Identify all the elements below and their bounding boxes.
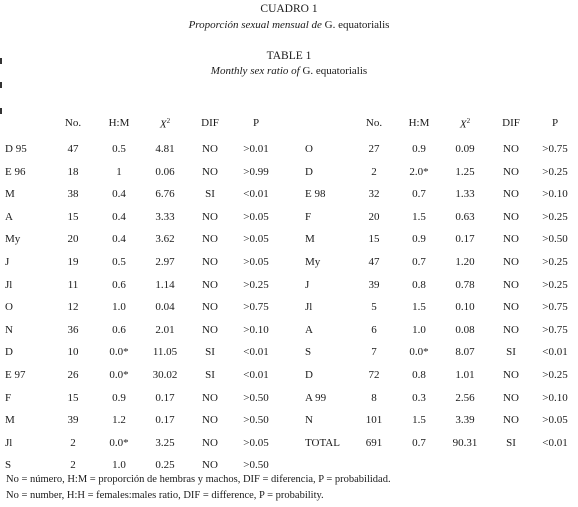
cell-hm-right: 1.5 bbox=[412, 210, 426, 223]
cell-mon-right: S bbox=[305, 346, 312, 359]
cell-mon-left: Jl bbox=[5, 436, 13, 449]
cell-mon-right: F bbox=[305, 210, 312, 223]
cell-hm-right: 0.8 bbox=[412, 369, 426, 381]
cell-p-right: <0.01 bbox=[542, 436, 568, 449]
cell-hm-left: 1.0 bbox=[112, 459, 126, 472]
header-x2-base: X bbox=[159, 118, 167, 131]
cell-mon-left: O bbox=[5, 301, 13, 314]
cell-x2-left: 2.97 bbox=[155, 256, 175, 268]
header-p-left: P bbox=[252, 117, 260, 129]
cell-x2-left: 3.33 bbox=[155, 210, 175, 223]
cell-hm-left: 0.5 bbox=[112, 256, 126, 268]
header-dif-right: DIF bbox=[502, 117, 520, 129]
cell-hm-right: 1.5 bbox=[412, 414, 426, 427]
cell-dif-left: NO bbox=[202, 459, 218, 472]
cell-mon-right: A 99 bbox=[305, 391, 327, 404]
cell-mon-right: A bbox=[305, 323, 313, 336]
cell-mon-right: E 98 bbox=[305, 188, 326, 201]
cell-x2-left: 3.62 bbox=[155, 233, 175, 246]
cell-hm-left: 0.0* bbox=[109, 346, 129, 359]
cell-dif-left: SI bbox=[205, 346, 215, 359]
cell-mon-left: S bbox=[5, 459, 12, 472]
cell-p-right: >0.25 bbox=[542, 210, 568, 223]
cell-p-left: <0.01 bbox=[243, 346, 269, 359]
cell-p-right: >0.25 bbox=[542, 256, 568, 268]
cell-no-left: 11 bbox=[67, 278, 79, 291]
cell-no-right: 101 bbox=[365, 414, 383, 427]
cell-p-right: >0.05 bbox=[542, 414, 568, 427]
cell-dif-left: NO bbox=[202, 210, 218, 223]
cell-x2-left: 0.25 bbox=[155, 459, 175, 472]
header-dif-left: DIF bbox=[201, 117, 219, 129]
cell-hm-right: 0.0* bbox=[409, 346, 429, 359]
cell-dif-right: NO bbox=[503, 391, 519, 404]
cell-no-right: 691 bbox=[365, 436, 383, 449]
cell-no-left: 39 bbox=[67, 414, 79, 427]
cell-no-right: 8 bbox=[371, 391, 377, 404]
scan-edge-mark bbox=[0, 82, 2, 88]
cell-no-right: 6 bbox=[371, 323, 377, 336]
cell-dif-right: SI bbox=[506, 436, 516, 449]
cell-dif-right: NO bbox=[503, 256, 519, 268]
caption-es-label: CUADRO 1 bbox=[260, 3, 318, 15]
cell-p-left: >0.50 bbox=[243, 414, 269, 427]
cell-p-left: >0.05 bbox=[243, 210, 269, 223]
cell-p-right: >0.75 bbox=[542, 143, 568, 155]
cell-dif-left: NO bbox=[202, 143, 218, 155]
cell-hm-left: 0.0* bbox=[109, 436, 129, 449]
cell-no-left: 2 bbox=[70, 436, 76, 449]
cell-dif-left: NO bbox=[202, 233, 218, 246]
cell-x2-right: 3.39 bbox=[455, 414, 475, 427]
cell-hm-right: 0.3 bbox=[412, 391, 426, 404]
caption-es-text bbox=[0, 19, 578, 31]
header-no-right: No. bbox=[365, 117, 383, 129]
cell-hm-right: 1.5 bbox=[412, 301, 426, 314]
cell-x2-left: 30.02 bbox=[152, 369, 178, 381]
cell-mon-left: E 97 bbox=[5, 369, 26, 381]
cell-x2-left: 3.25 bbox=[155, 436, 175, 449]
cell-hm-left: 0.4 bbox=[112, 188, 126, 201]
cell-dif-right: NO bbox=[503, 369, 519, 381]
cell-no-left: 15 bbox=[67, 391, 79, 404]
note-en: No = number, H:H = females:males ratio, DIF = difference, P = probability. bbox=[6, 490, 324, 501]
cell-dif-right: SI bbox=[506, 346, 516, 359]
cell-dif-left: NO bbox=[202, 391, 218, 404]
header-hm-right: H:M bbox=[408, 117, 430, 129]
cell-hm-right: 0.7 bbox=[412, 256, 426, 268]
caption-es-phrase: Proporción sexual mensual de bbox=[188, 19, 322, 31]
cell-mon-right: M bbox=[305, 233, 315, 246]
cell-mon-left: Jl bbox=[5, 278, 13, 291]
note-es: No = número, H:M = proporción de hembras y machos, DIF = diferencia, P = probabilidad. bbox=[6, 474, 391, 485]
cell-dif-left: NO bbox=[202, 323, 218, 336]
cell-x2-right: 0.63 bbox=[455, 210, 475, 223]
cell-no-right: 2 bbox=[371, 165, 377, 178]
header-no-left: No. bbox=[64, 117, 82, 129]
cell-mon-left: F bbox=[5, 391, 12, 404]
cell-no-left: 38 bbox=[67, 188, 79, 201]
cell-no-left: 12 bbox=[67, 301, 79, 314]
cell-p-left: >0.01 bbox=[243, 143, 269, 155]
cell-mon-left: E 96 bbox=[5, 165, 26, 178]
cell-p-left: <0.01 bbox=[243, 188, 269, 201]
cell-x2-left: 0.17 bbox=[155, 391, 175, 404]
cell-p-right: >0.75 bbox=[542, 323, 568, 336]
cell-mon-right: D bbox=[305, 369, 313, 381]
cell-p-left: >0.05 bbox=[243, 233, 269, 246]
header-x2-superscript: 2 bbox=[466, 117, 471, 125]
cell-mon-left: M bbox=[5, 188, 15, 201]
header-x2-superscript: 2 bbox=[166, 117, 171, 125]
cell-hm-right: 1.0 bbox=[412, 323, 426, 336]
cell-no-right: 47 bbox=[368, 256, 380, 268]
cell-mon-right: J bbox=[305, 278, 310, 291]
cell-dif-left: NO bbox=[202, 278, 218, 291]
cell-no-right: 39 bbox=[368, 278, 380, 291]
cell-mon-left: My bbox=[5, 233, 21, 246]
cell-hm-left: 0.6 bbox=[112, 278, 126, 291]
cell-no-left: 10 bbox=[67, 346, 79, 359]
cell-hm-right: 0.7 bbox=[412, 436, 426, 449]
header-p-right: P bbox=[551, 117, 559, 129]
cell-x2-left: 4.81 bbox=[155, 143, 175, 155]
cell-x2-right: 1.25 bbox=[455, 165, 475, 178]
cell-x2-right: 8.07 bbox=[455, 346, 475, 359]
cell-x2-right: 0.08 bbox=[455, 323, 475, 336]
cell-p-right: >0.10 bbox=[542, 391, 568, 404]
cell-p-right: <0.01 bbox=[542, 346, 568, 359]
cell-x2-left: 11.05 bbox=[152, 346, 178, 359]
cell-dif-left: NO bbox=[202, 436, 218, 449]
cell-x2-left: 1.14 bbox=[155, 278, 175, 291]
cell-p-left: <0.01 bbox=[243, 369, 269, 381]
cell-p-left: >0.50 bbox=[243, 391, 269, 404]
caption-es-species: G. equatorialis bbox=[324, 19, 390, 31]
cell-x2-right: 0.09 bbox=[455, 143, 475, 155]
cell-no-right: 72 bbox=[368, 369, 380, 381]
cell-dif-left: SI bbox=[205, 369, 215, 381]
cell-mon-right: D bbox=[305, 165, 313, 178]
cell-p-left: >0.05 bbox=[243, 256, 269, 268]
cell-dif-right: NO bbox=[503, 165, 519, 178]
cell-no-right: 5 bbox=[371, 301, 377, 314]
cell-hm-right: 0.9 bbox=[412, 143, 426, 155]
cell-no-left: 2 bbox=[70, 459, 76, 472]
cell-hm-right: 0.7 bbox=[412, 188, 426, 201]
cell-x2-right: 1.20 bbox=[455, 256, 475, 268]
cell-mon-left: A bbox=[5, 210, 13, 223]
cell-dif-left: NO bbox=[202, 414, 218, 427]
cell-x2-left: 2.01 bbox=[155, 323, 175, 336]
cell-hm-left: 0.4 bbox=[112, 210, 126, 223]
cell-x2-left: 0.06 bbox=[155, 165, 175, 178]
cell-x2-right: 2.56 bbox=[455, 391, 475, 404]
cell-no-left: 26 bbox=[67, 369, 79, 381]
cell-mon-right: My bbox=[305, 256, 321, 268]
cell-p-right: >0.75 bbox=[542, 301, 568, 314]
cell-p-right: >0.10 bbox=[542, 188, 568, 201]
cell-hm-left: 0.0* bbox=[109, 369, 129, 381]
cell-hm-right: 0.8 bbox=[412, 278, 426, 291]
cell-dif-right: NO bbox=[503, 301, 519, 314]
caption-en-species: G. equatorialis bbox=[302, 65, 368, 77]
cell-x2-left: 0.17 bbox=[155, 414, 175, 427]
cell-p-left: >0.75 bbox=[243, 301, 269, 314]
cell-dif-right: NO bbox=[503, 210, 519, 223]
cell-x2-right: 0.17 bbox=[455, 233, 475, 246]
cell-mon-right: O bbox=[305, 143, 313, 155]
cell-no-left: 15 bbox=[67, 210, 79, 223]
cell-no-right: 7 bbox=[371, 346, 377, 359]
cell-mon-left: N bbox=[5, 323, 13, 336]
cell-mon-right: N bbox=[305, 414, 313, 427]
cell-no-left: 19 bbox=[67, 256, 79, 268]
cell-dif-left: SI bbox=[205, 188, 215, 201]
cell-no-right: 32 bbox=[368, 188, 380, 201]
cell-dif-left: NO bbox=[202, 165, 218, 178]
cell-dif-left: NO bbox=[202, 256, 218, 268]
header-x2-base: X bbox=[459, 118, 467, 131]
cell-dif-right: NO bbox=[503, 278, 519, 291]
header-x2-right bbox=[450, 117, 480, 131]
cell-p-right: >0.25 bbox=[542, 278, 568, 291]
cell-mon-right: TOTAL bbox=[305, 436, 340, 449]
cell-p-left: >0.50 bbox=[243, 459, 269, 472]
cell-mon-right: Jl bbox=[305, 301, 313, 314]
caption-en-text bbox=[0, 65, 578, 77]
cell-p-left: >0.10 bbox=[243, 323, 269, 336]
cell-dif-right: NO bbox=[503, 323, 519, 336]
cell-p-left: >0.25 bbox=[243, 278, 269, 291]
cell-p-right: >0.25 bbox=[542, 369, 568, 381]
cell-x2-right: 0.78 bbox=[455, 278, 475, 291]
cell-hm-left: 1.0 bbox=[112, 301, 126, 314]
scan-edge-mark bbox=[0, 108, 2, 114]
cell-dif-right: NO bbox=[503, 188, 519, 201]
header-x2-left bbox=[150, 117, 180, 131]
cell-dif-right: NO bbox=[503, 414, 519, 427]
cell-mon-left: D bbox=[5, 346, 13, 359]
cell-p-right: >0.50 bbox=[542, 233, 568, 246]
cell-no-right: 27 bbox=[368, 143, 380, 155]
caption-en-label: TABLE 1 bbox=[266, 50, 312, 62]
cell-dif-right: NO bbox=[503, 143, 519, 155]
cell-p-left: >0.05 bbox=[243, 436, 269, 449]
cell-no-left: 36 bbox=[67, 323, 79, 336]
cell-p-left: >0.99 bbox=[243, 165, 269, 178]
caption-en-phrase: Monthly sex ratio of bbox=[210, 65, 300, 77]
cell-x2-right: 1.01 bbox=[455, 369, 475, 381]
cell-dif-right: NO bbox=[503, 233, 519, 246]
cell-no-left: 18 bbox=[67, 165, 79, 178]
cell-hm-left: 0.9 bbox=[112, 391, 126, 404]
cell-hm-left: 0.6 bbox=[112, 323, 126, 336]
cell-x2-left: 0.04 bbox=[155, 301, 175, 314]
cell-x2-right: 90.31 bbox=[452, 436, 478, 449]
cell-no-right: 15 bbox=[368, 233, 380, 246]
cell-x2-right: 1.33 bbox=[455, 188, 475, 201]
cell-mon-left: D 95 bbox=[5, 143, 27, 155]
cell-no-left: 47 bbox=[67, 143, 79, 155]
cell-hm-right: 2.0* bbox=[409, 165, 429, 178]
cell-x2-left: 6.76 bbox=[155, 188, 175, 201]
cell-no-right: 20 bbox=[368, 210, 380, 223]
cell-p-right: >0.25 bbox=[542, 165, 568, 178]
header-hm-left: H:M bbox=[108, 117, 130, 129]
cell-hm-left: 0.4 bbox=[112, 233, 126, 246]
cell-hm-left: 1 bbox=[116, 165, 122, 178]
cell-x2-right: 0.10 bbox=[455, 301, 475, 314]
cell-mon-left: J bbox=[5, 256, 10, 268]
cell-hm-left: 1.2 bbox=[112, 414, 126, 427]
cell-no-left: 20 bbox=[67, 233, 79, 246]
cell-hm-left: 0.5 bbox=[112, 143, 126, 155]
cell-dif-left: NO bbox=[202, 301, 218, 314]
cell-mon-left: M bbox=[5, 414, 15, 427]
cell-hm-right: 0.9 bbox=[412, 233, 426, 246]
